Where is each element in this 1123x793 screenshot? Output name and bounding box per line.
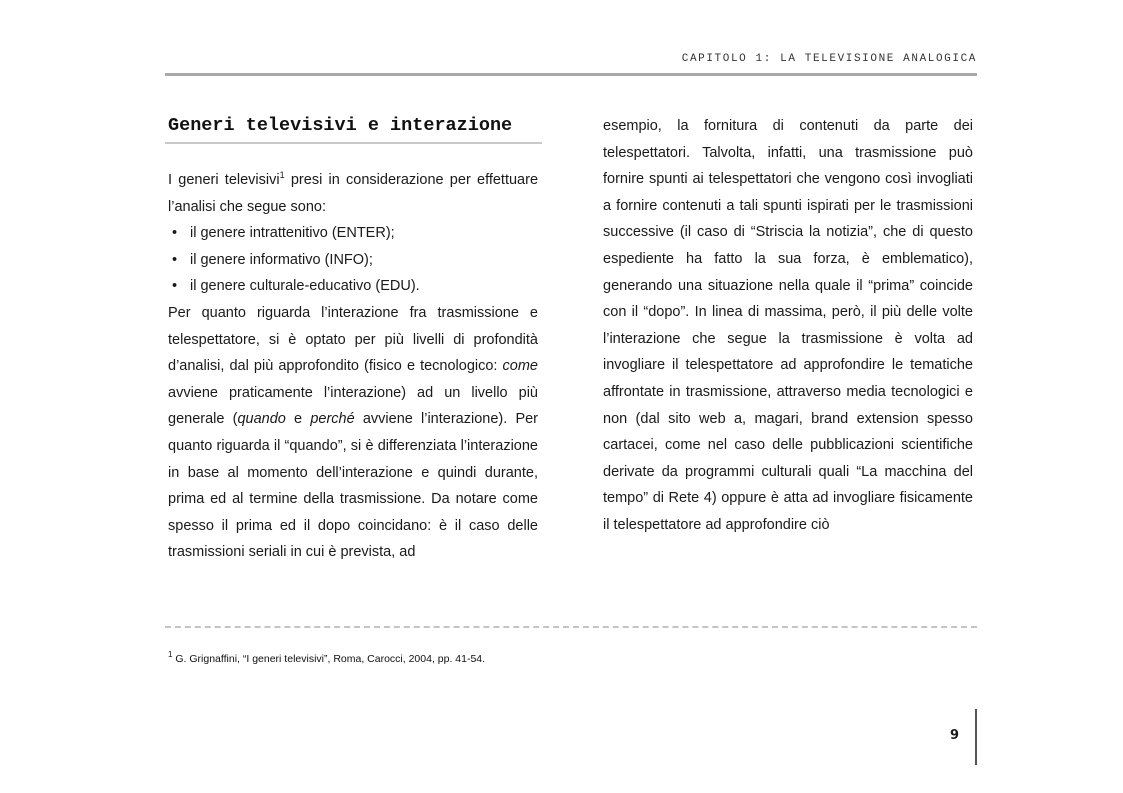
right-column: [603, 113, 973, 539]
list-item: • il genere informativo (INFO);: [190, 247, 538, 274]
section-title: Generi televisivi e interazione: [168, 115, 513, 136]
list-item: • il genere intrattenitivo (ENTER);: [190, 220, 538, 247]
header-divider: [165, 73, 977, 76]
footnote-marker: 1: [168, 650, 173, 659]
title-underline: [165, 142, 542, 144]
footnote-ref[interactable]: 1: [279, 170, 285, 181]
footnote-divider: [165, 626, 977, 628]
page-marker-bar: [975, 709, 977, 765]
intro-paragraph: I generi televisivi$^1$ presi in considerazione per effettuare l’analisi che segue sono:: [168, 170, 539, 215]
footnote-text: G. Grignaffini, “I generi televisivi”, Roma, Carocci, 2004, pp. 41-54.: [172, 653, 486, 665]
genre-list: [168, 220, 538, 300]
body-paragraph: esempio, la fornitura di contenuti da parte dei telespettatori. Talvolta, infatti, una trasmissione può fornire spunti ai telespettatori che vengono così invogliati a fornire contenuti a tali spunti ispirati per le trasmissioni successive (il caso di “Striscia la notizia”, che di questo espediente ha fatto la sua forza, è emblematico), generando una situazione nella quale il “prima” coincide con il “dopo”. In linea di massima, però, il più delle volte l’interazione che segue la trasmissione è volta ad invogliare il telespettatore ad approfondire le tematiche affrontate in trasmissione, attraverso media tecnologici e non (dal sito web a, magari, brand extension spesso cartacei, come nel caso delle pubblicazioni scientifiche derivate da programmi culturali quali “La macchina del tempo” di Rete 4) oppure è atta ad invogliare fisicamente il telespettatore ad approfondire ciò: [603, 118, 973, 533]
body-paragraph: Per quanto riguarda l’interazione fra trasmissione e telespettatore, si è optato per più livelli di profondità d’analisi, dal più approfondito (fisico e tecnologico: come avviene praticamente l’interazione) ad un livello più generale (quando e perché avviene l’interazione). Per quanto riguarda il “quando”, si è differenziata l’interazione in base al momento dell’interazione e quindi durante, prima ed al termine della trasmissione. Da notare come spesso il prima ed il dopo coincidano: è il caso delle trasmissioni seriali in cui è prevista, ad: [168, 304, 539, 561]
running-head: CAPITOLO 1: LA TELEVISIONE ANALOGICA: [681, 53, 977, 65]
page-number: 9: [950, 728, 960, 743]
left-column: [168, 167, 538, 566]
footnote: [168, 650, 486, 665]
list-item: • il genere culturale-educativo (EDU).: [190, 273, 538, 300]
